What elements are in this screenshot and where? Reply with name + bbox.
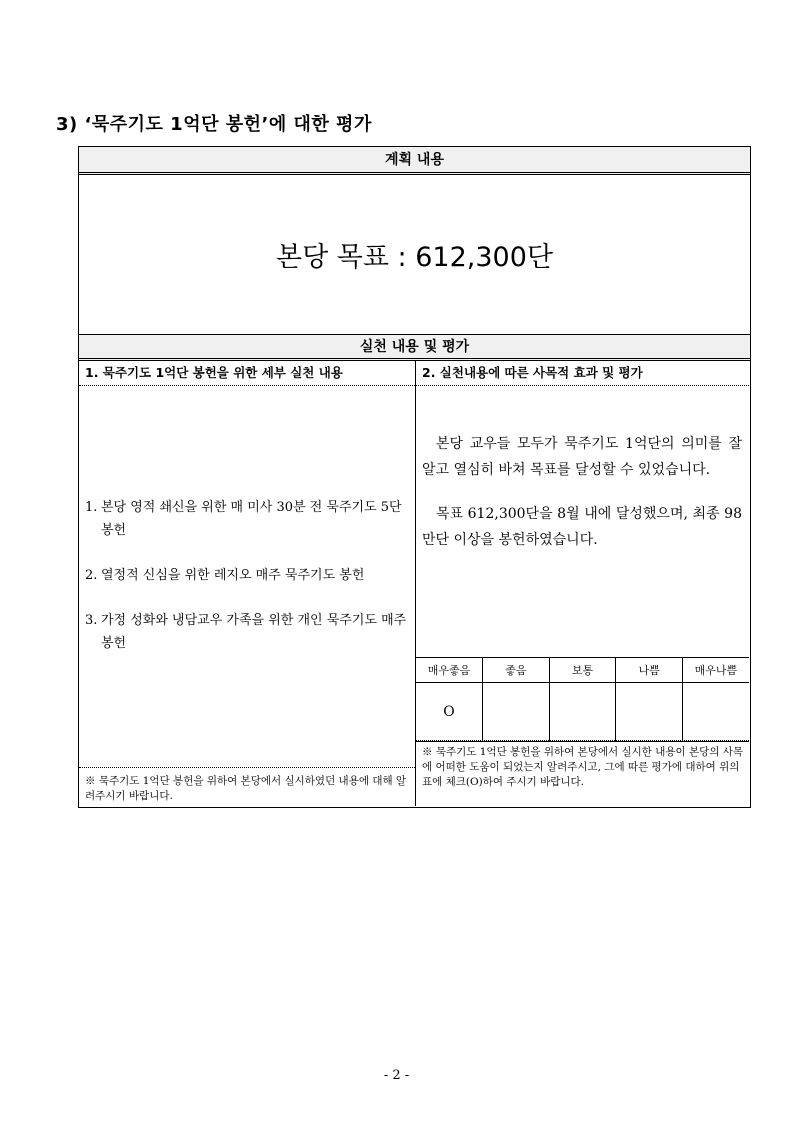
rating-cell[interactable] bbox=[682, 683, 749, 742]
rating-table bbox=[416, 657, 749, 742]
list-item bbox=[85, 564, 411, 587]
rating-cell[interactable] bbox=[549, 683, 616, 742]
rating-label: 매우좋음 bbox=[416, 658, 483, 683]
pastoral-effect-header: 2. 실천내용에 따른 사목적 효과 및 평가 bbox=[416, 361, 749, 386]
pastoral-effect-note: ※ 묵주기도 1억단 봉헌을 위하여 본당에서 실시한 내용이 본당의 사목에 어떠한 도움이 되었는지 알려주시고, 그에 따른 평가에 대하여 위의 표에 체크(O)하여 주시기 바랍니다. bbox=[416, 740, 749, 806]
rating-cell[interactable] bbox=[616, 683, 683, 742]
evaluation-paragraph: 목표 612,300단을 8월 내에 달성했으며, 최종 98만단 이상을 봉헌하였습니다. bbox=[422, 506, 742, 548]
list-item-text: 가정 성화와 냉담교우 가족을 위한 개인 묵주기도 매주 봉헌 bbox=[101, 613, 407, 651]
plan-title: 계획 내용 bbox=[79, 147, 750, 175]
practice-title: 실천 내용 및 평가 bbox=[79, 334, 750, 361]
list-item bbox=[85, 609, 411, 655]
list-item-number: 3. bbox=[85, 613, 98, 628]
page-number: - 2 - bbox=[383, 1068, 410, 1083]
practice-list bbox=[85, 496, 411, 677]
parish-goal: 본당 목표 : 612,300단 bbox=[276, 242, 553, 273]
list-item-text: 본당 영적 쇄신을 위한 매 미사 30분 전 묵주기도 5단 봉헌 bbox=[101, 500, 402, 538]
evaluation-paragraph: 본당 교우들 모두가 묵주기도 1억단의 의미를 잘 알고 열심히 바쳐 목표를 달성할 수 있었습니다. bbox=[422, 436, 742, 478]
pastoral-effect-column bbox=[416, 361, 749, 806]
rating-label: 좋음 bbox=[483, 658, 550, 683]
practice-details-note: ※ 묵주기도 1억단 봉헌을 위하여 본당에서 실시하였던 내용에 대해 알려주시기 바랍니다. bbox=[79, 767, 415, 806]
rating-cell[interactable] bbox=[483, 683, 550, 742]
evaluation-text bbox=[422, 431, 742, 571]
practice-details-column bbox=[79, 361, 416, 806]
rating-label: 매우나쁨 bbox=[682, 658, 749, 683]
list-item-number: 2. bbox=[85, 568, 98, 583]
section-heading: 3) ‘묵주기도 1억단 봉헌’에 대한 평가 bbox=[56, 114, 372, 135]
rating-label: 나쁨 bbox=[616, 658, 683, 683]
list-item bbox=[85, 496, 411, 542]
rating-cell[interactable]: O bbox=[416, 683, 483, 742]
practice-details-header: 1. 묵주기도 1억단 봉헌을 위한 세부 실천 내용 bbox=[79, 361, 415, 386]
list-item-text: 열정적 신심을 위한 레지오 매주 묵주기도 봉헌 bbox=[101, 568, 365, 583]
rating-label: 보통 bbox=[549, 658, 616, 683]
evaluation-form bbox=[78, 146, 751, 808]
list-item-number: 1. bbox=[85, 500, 98, 515]
